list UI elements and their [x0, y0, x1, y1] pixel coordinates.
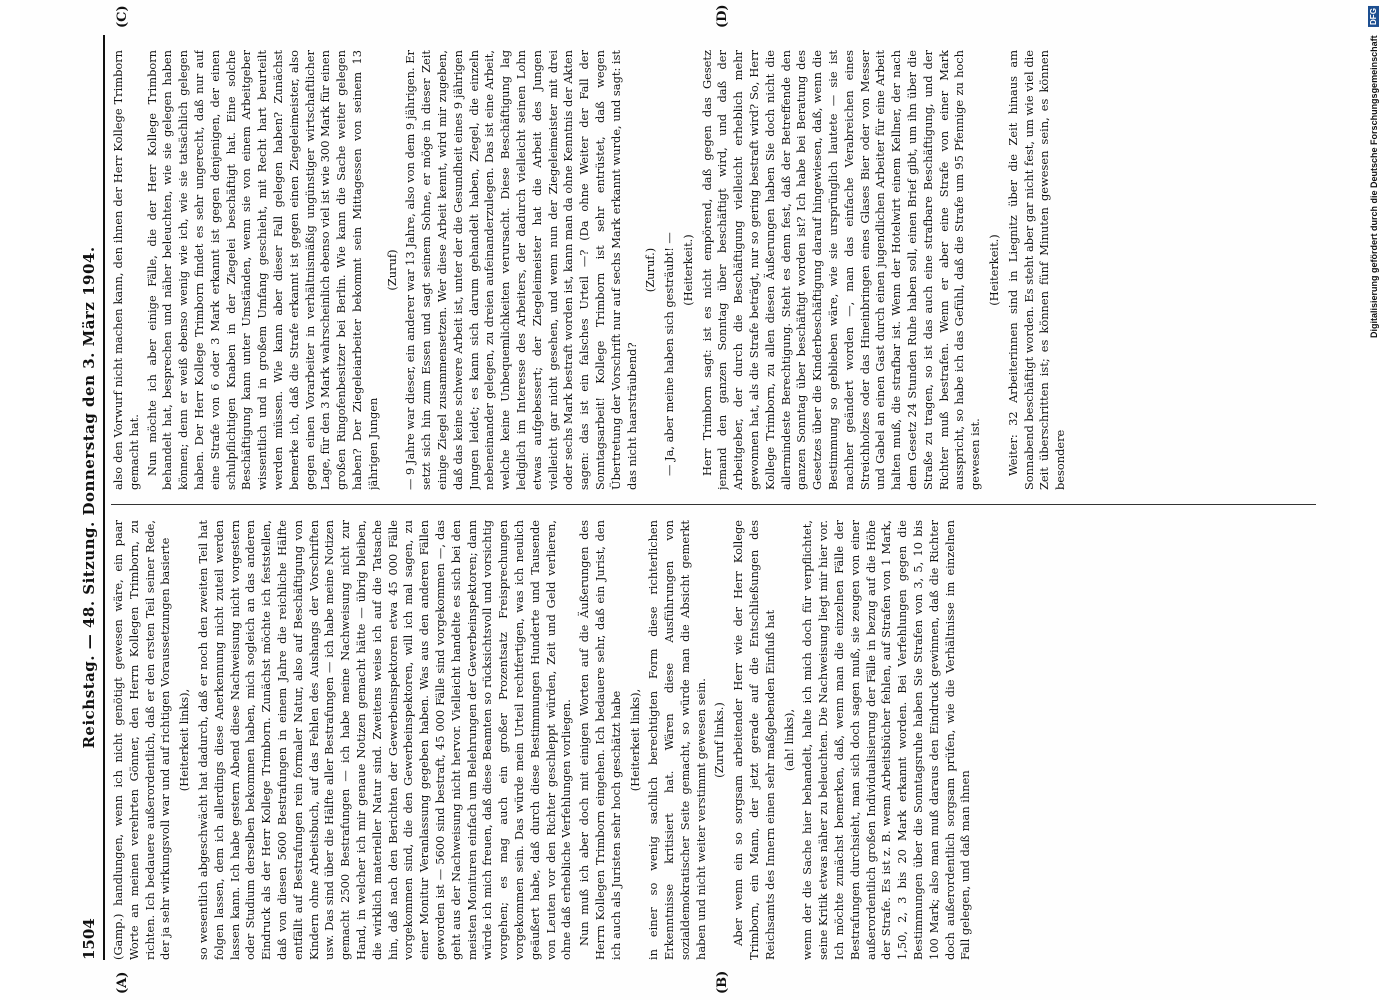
- paragraph: wenn der die Sache hier behandelt, halte ich mich doch für verpflichtet, seine Kritik etwas näher zu beleuchten. Die Nachweisung liegt mir hier vor. Ich möchte zunächst bemerken, daß, wenn man die einzelnen Fälle der Bestrafungen durchsieht, man sich doch sagen muß, sie zeugen von einer außerordentlich großen Individualisierung der Fälle in bezug auf die Höhe der Strafe. Es ist z. B. wenn Arbeitsbücher fehlen, auf Strafen von 1 Mark, 1,50, 2, 3 bis 20 Mark erkannt worden. Bei Verfehlungen gegen die Bestimmungen über die Sonntagsruhe haben Sie Strafen von 3, 5, 10 bis 100 Mark; also man muß daraus den Eindruck gewinnen, daß die Richter doch außerordentlich sorgsam prüfen, wie die Verhältnisse im einzelnen Fall gelegen, und daß man ihnen: [800, 520, 973, 960]
- paragraph: Weiter: 32 Arbeiterinnen sind in Liegnitz über die Zeit hinaus am Sonnabend beschäftigt worden. Es steht aber gar nicht fest, um wie viel die Zeit überschritten ist; es können fünf Minuten gewesen sein, es können besondere: [1005, 50, 1068, 490]
- interjection: (Zuruf): [384, 249, 399, 291]
- running-title: Reichstag. — 48. Sitzung. Donnerstag den 3. März 1904.: [80, 246, 98, 749]
- margin-marker-a: (A): [115, 971, 130, 994]
- interjection: (Heiterkeit.): [680, 234, 695, 306]
- text-column-right: [111, 50, 1316, 490]
- scanned-page: [20, 0, 1350, 1000]
- page-number: 1504: [80, 918, 98, 960]
- paragraph: (Gamp.) handlungen, wenn ich nicht genötigt gewesen wäre, ein paar Worte an meinen verehrten Gönner, den Herrn Kollegen Trimborn, zu richten. Ich bedauere außerordentlich, daß er den ersten Teil seiner Rede, der ja sehr wirkungsvoll war und auf richtigen Voraussetzungen basierte: [111, 520, 173, 960]
- paragraph: Aber wenn ein so sorgsam arbeitender Herr wie der Herr Kollege Trimborn, ein Mann, der jetzt gerade auf die Entschließungen des Reichsamts des Innern einen sehr maßgebenden Einfluß hat: [731, 520, 777, 960]
- interjection: (ah! links),: [781, 708, 796, 772]
- digitization-credit: [1369, 6, 1379, 338]
- interjection: (Zuruf links.): [712, 702, 727, 778]
- text-column-left: [111, 520, 1316, 960]
- page-header: [75, 35, 105, 960]
- page-body: [75, 4, 1325, 994]
- paragraph: Nun muß ich aber doch mit einigen Worten auf die Äußerungen des Herrn Kollegen Trimborn eingehen. Ich bedauere sehr, daß ein Jurist, den ich auch als Juristen sehr hoch geschätzt habe: [577, 520, 623, 960]
- paragraph: also den Vorwurf nicht machen kann, den ihnen der Herr Kollege Trimborn gemacht hat.: [111, 50, 141, 490]
- paragraph: Nun möchte ich aber einige Fälle, die der Herr Kollege Trimborn behandelt hat, besprechen und näher beleuchten, wie sie gelegen haben können; denn er weiß ebenso wenig wie ich, wie sie tatsächlich gelegen haben. Der Herr Kollege Trimborn findet es sehr ungerecht, daß nur auf eine Strafe von 6 oder 3 Mark erkannt ist gegen denjenigen, der einen schulpflichtigen Knaben in der Ziegelei beschäftigt hat. Eine solche Beschäftigung kann unter Umständen, wenn sie von einem Arbeitgeber wissentlich und in großem Umfang geschieht, mit Recht hart beurteilt werden müssen. Wie kann aber dieser Fall gelegen haben? Zunächst bemerke ich, daß die Strafe erkannt ist gegen einen Ziegeleimeister, also gegen einen Vorarbeiter in verhältnismäßig ungünstiger wirtschaftlicher Lage, für den 3 Mark wahrscheinlich ebenso viel ist wie 300 Mark für einen großen Ringofenbesitzer bei Berlin. Wie kann die Sache weiter gelegen haben? Der Ziegeleiarbeiter bekommt sein Mittagessen von seinem 13 jährigen Jungen: [144, 50, 380, 490]
- paragraph: — Ja, aber meine haben sich gesträubt! —: [662, 232, 677, 476]
- interjection: (Heiterkeit links),: [627, 688, 642, 792]
- interjection: (Heiterkeit links),: [177, 688, 192, 792]
- credit-text: Digitalisierung gefördert durch die Deutsche Forschungsgemeinschaft: [1369, 35, 1379, 338]
- paragraph: Herr Trimborn sagt: ist es nicht empörend, daß gegen das Gesetz jemand den ganzen Sonntag über beschäftigt wird, und daß der Arbeitgeber, der durch die Beschäftigung vielleicht erheblich mehr gewonnen hat, als die Strafe beträgt, nur so gering bestraft wird? So, Herr Kollege Trimborn, zu allen diesen Äußerungen haben Sie doch nicht die allermindeste Berechtigung. Steht es denn fest, daß der Betreffende den ganzen Sonntag über beschäftigt worden ist? Ich habe bei Beratung des Gesetzes über die Kinderbeschäftigung darauf hingewiesen, daß, wenn die Bestimmung so geblieben wäre, wie sie ursprünglich lautete — sie ist nachher geändert worden —, man das einfache Verabreichen eines Streichholzes oder das Hineinbringen eines Glases Bier oder von Messer und Gabel an einen Gast durch einen jugendlichen Arbeiter für eine Arbeit halten muß, die strafbar ist. Wenn der Hotelwirt einem Kellner, der nach dem Gesetz 24 Stunden Ruhe haben soll, einen Brief gibt, um ihn über die Straße zu tragen, so ist das auch eine strafbare Beschäftigung, und der Richter muß bestrafen. Wenn er aber eine Strafe von einer Mark ausspricht, so habe ich das Gefühl, daß die Strafe um 95 Pfennige zu hoch gewesen ist.: [699, 50, 983, 490]
- column-divider: [111, 504, 1316, 505]
- paragraph: in einer so wenig sachlich berechtigten Form diese richterlichen Erkenntnisse kritisiert hat. Wären diese Ausführungen von sozialdemokratischer Seite gemacht, so würde man die Absicht gemerkt haben und nicht weiter verstimmt gewesen sein.: [646, 520, 708, 960]
- paragraph: — 9 Jahre war dieser, ein anderer war 13 Jahre, also von dem 9 jährigen. Er setzt sich hin zum Essen und sagt seinem Sohne, er möge in dieser Zeit einige Ziegel zusammensetzen. Wer diese Arbeit kennt, wird mir zugeben, daß das keine schwere Arbeit ist, unter der die Gesundheit eines 9 jährigen Jungen leidet; es kann sich darum gehandelt haben, Ziegel, die einzeln nebeneinander gelegen, zu dreien aufeinanderzulegen. Das ist eine Arbeit, welche keine Unbequemlichkeiten verursacht. Diese Beschäftigung lag lediglich im Interesse des Arbeiters, der dadurch vielleicht seinen Lohn etwas aufgebessert; der Ziegeleimeister hat die Arbeit des Jungen vielleicht gar nicht gesehen, und wenn nun der Ziegeleimeister mit drei oder sechs Mark bestraft worden ist, kann man da ohne Kenntnis der Akten sagen: das ist ein falsches Urteil —? (Da ohne Weiter der Fall der Sonntagsarbeit! Kollege Trimborn ist sehr entrüstet, daß wegen Übertretung der Vorschrift nur auf sechs Mark erkannt wurde, und sagt: ist das nicht haarsträubend?: [403, 50, 639, 490]
- interjection: (Zuruf.): [643, 247, 658, 293]
- margin-marker-b: (B): [715, 970, 730, 994]
- interjection: (Heiterkeit.): [987, 234, 1002, 306]
- margin-marker-d: (D): [715, 4, 730, 28]
- dfg-logo: DFG: [1369, 8, 1378, 25]
- paragraph: so wesentlich abgeschwächt hat dadurch, daß er noch den zweiten Teil hat folgen lassen, dem ich allerdings diese Anerkennung nicht zuteil werden lassen kann. Ich habe gestern Abend diese Nachweisung nicht vorgestern oder Studium derselben bekommen haben, mich sogleich an das anderen Eindruck als der Herr Kollege Trimborn. Zunächst möchte ich feststellen, daß von diesen 5600 Bestrafungen in einem Jahre die reichliche Hälfte entfällt auf Bestrafungen rein formaler Natur, also auf Beschäftigung von Kindern ohne Arbeitsbuch, auf das Fehlen des Aushangs der Vorschriften usw. Das sind über die Hälfte aller Bestrafungen — ich habe meine Notizen gemacht 2500 Bestrafungen — ich habe meine Nachweisung nicht zur Hand, in welcher ich mir genaue Notizen gemacht hätte — übrig bleiben, die wirklich materieller Natur sind. Zweitens weise ich auf die Tatsache hin, daß nach den Berichten der Gewerbeinspektoren etwa 45 000 Fälle vorgekommen sind, die den Gewerbeinspektoren, will ich mal sagen, zu einer Monitur Veranlassung gegeben haben. Was aus den anderen Fällen geworden ist — 5600 sind bestraft, 45 000 Fälle sind vorgekommen —, das geht aus der Nachweisung nicht hervor. Vielleicht handelte es sich bei den meisten Monituren einfach um Belehrungen der Gewerbeinspektoren; dann würde ich mich freuen, daß diese Beamten so rücksichtsvoll und vorsichtig vorgehen; es mag auch ein großer Prozentsatz Freisprechungen vorgekommen sein. Das würde mein Urteil rechtfertigen, was ich neulich geäußert habe, daß durch diese Bestimmungen Hunderte und Tausende von Leuten vor den Richter geschleppt würden, Zeit und Geld verlieren, ohne daß erhebliche Verfehlungen vorliegen.: [195, 520, 574, 960]
- margin-marker-c: (C): [115, 5, 130, 28]
